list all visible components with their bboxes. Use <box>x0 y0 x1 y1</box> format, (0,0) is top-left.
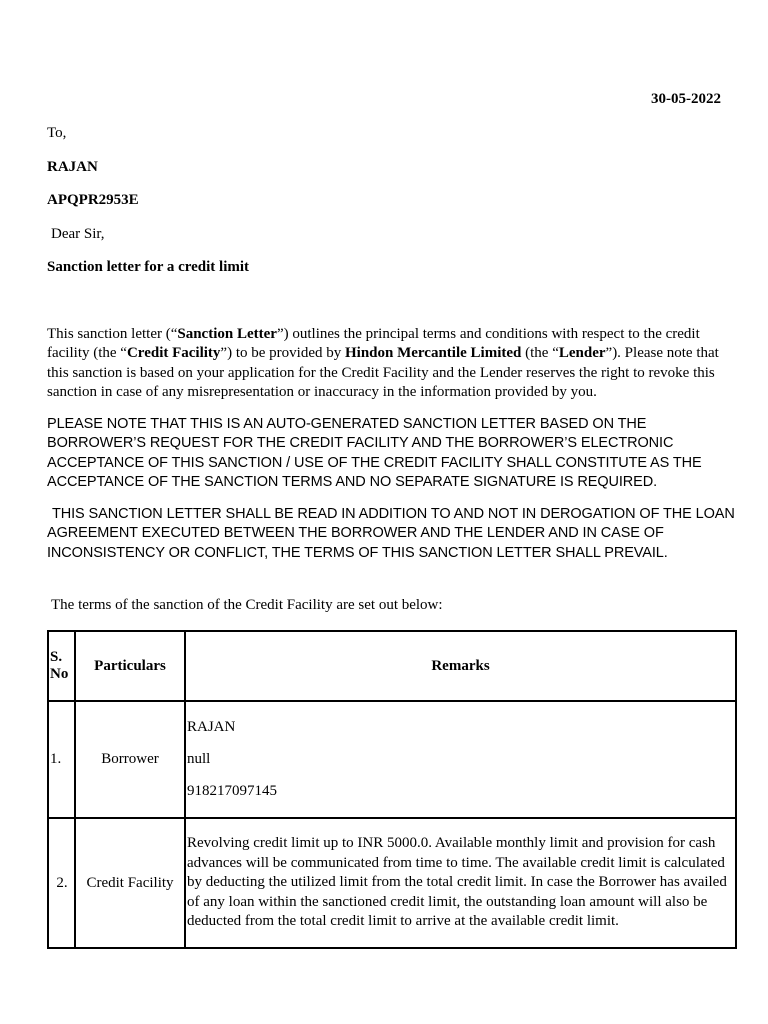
header-remarks: Remarks <box>185 631 736 701</box>
letter-date: 30-05-2022 <box>651 91 721 107</box>
row-particulars: Borrower <box>75 701 185 818</box>
table-row <box>48 701 736 818</box>
recipient-name: RAJAN <box>47 159 98 175</box>
auto-generated-notice: PLEASE NOTE THAT THIS IS AN AUTO-GENERATED SANCTION LETTER BASED ON THE BORROWER’S REQUEST FOR THE CREDIT FACILITY AND THE BORROWER’S ELECTRONIC ACCEPTANCE OF THIS SANCTION / USE OF THE CREDIT FACILITY SHALL CONSTITUTE AS THE ACCEPTANCE OF THE SANCTION TERMS AND NO SEPARATE SIGNATURE IS REQUIRED. <box>47 416 702 490</box>
row-sno: 1. <box>48 701 75 818</box>
row-sno: 2. <box>48 818 75 948</box>
header-sno: S. No <box>48 631 75 701</box>
row-particulars: Credit Facility <box>75 818 185 948</box>
intro-paragraph: This sanction letter (“Sanction Letter”) outlines the principal terms and conditions with respect to the credit facility (the “Credit Facility”) to be provided by Hindon Mercantile Limited (the “Lender”). Please note that this sanction is based on your application for the Credit Facility and the Lender reserves the right to revoke this sanction in case of any misrepresentation or inaccuracy in the information provided by you. <box>47 326 719 400</box>
header-particulars: Particulars <box>75 631 185 701</box>
table-header-row <box>48 631 736 701</box>
greeting: Dear Sir, <box>51 226 105 242</box>
loan-agreement-notice: THIS SANCTION LETTER SHALL BE READ IN ADDITION TO AND NOT IN DEROGATION OF THE LOAN AGREEMENT EXECUTED BETWEEN THE BORROWER AND THE LENDER AND IN CASE OF INCONSISTENCY OR CONFLICT, THE TERMS OF THIS SANCTION LETTER SHALL PREVAIL. <box>47 506 735 561</box>
recipient-pan: APQPR2953E <box>47 192 139 208</box>
sanction-terms-table <box>47 630 737 949</box>
table-row <box>48 818 736 948</box>
borrower-name: RAJAN <box>187 719 236 735</box>
terms-intro: The terms of the sanction of the Credit Facility are set out below: <box>51 597 443 613</box>
letter-subject: Sanction letter for a credit limit <box>47 259 250 275</box>
row-remarks <box>185 701 736 818</box>
salutation-to: To, <box>47 125 67 141</box>
borrower-detail: null <box>187 751 211 767</box>
borrower-phone: 918217097145 <box>187 783 277 799</box>
credit-facility-description: Revolving credit limit up to INR 5000.0. Available monthly limit and provision for cash advances will be communicated from time to time. The available credit limit is calculated by deducting the utilized limit from the total credit limit. In case the Borrower has availed of any loan within the sanctioned credit limit, the outstanding loan amount will also be deducted from the total credit limit to arrive at the available credit limit. <box>187 835 727 930</box>
row-remarks <box>185 818 736 948</box>
